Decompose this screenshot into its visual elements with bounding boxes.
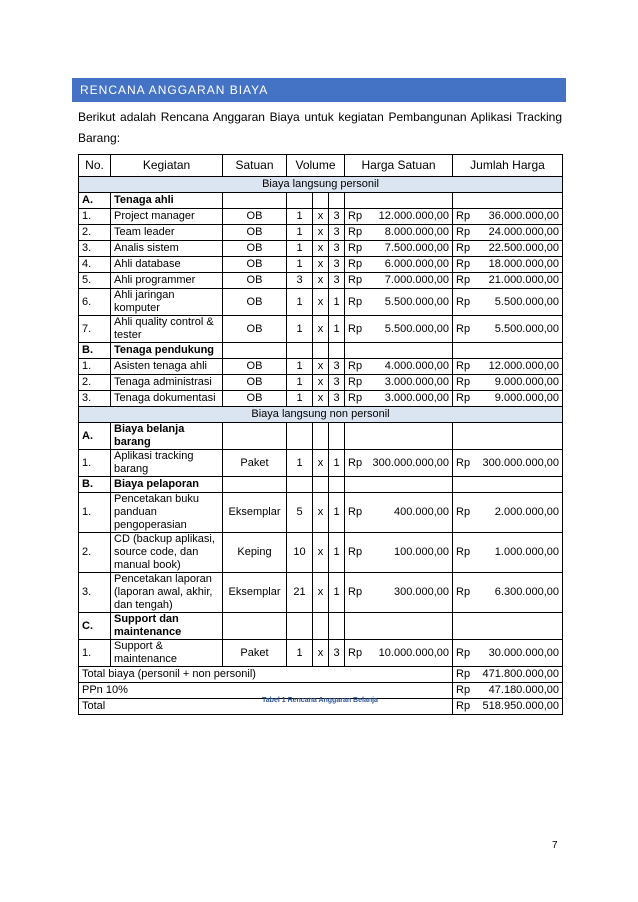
row-jumlah-harga (453, 533, 563, 573)
empty-cell (329, 613, 345, 640)
row-volume-qty: 1 (287, 375, 313, 391)
row-jumlah-harga-currency: Rp (456, 646, 471, 659)
row-satuan: OB (223, 359, 287, 375)
row-jumlah-harga (453, 209, 563, 225)
row-no: 4. (79, 257, 111, 273)
empty-cell (287, 477, 313, 493)
category-row (79, 477, 563, 493)
row-jumlah-harga-amount: 5.500.000,00 (494, 322, 560, 335)
row-volume-months: 1 (329, 316, 345, 343)
empty-cell (313, 343, 329, 359)
section-title: Biaya langsung non personil (79, 407, 563, 423)
row-volume-months: 1 (329, 533, 345, 573)
header-satuan: Satuan (223, 155, 287, 177)
table-body (79, 177, 563, 715)
row-jumlah-harga-currency: Rp (456, 360, 471, 372)
row-no: 3. (79, 241, 111, 257)
row-satuan: Paket (223, 450, 287, 477)
table-row (79, 533, 563, 573)
section-title: Biaya langsung personil (79, 177, 563, 193)
row-jumlah-harga-currency: Rp (456, 210, 471, 222)
row-volume-months: 3 (329, 640, 345, 667)
row-volume-qty: 1 (287, 225, 313, 241)
row-satuan: Eksemplar (223, 573, 287, 613)
footer-value-currency: Rp (456, 668, 471, 680)
empty-cell (223, 613, 287, 640)
row-volume-x: x (313, 225, 329, 241)
row-harga-satuan (345, 225, 453, 241)
row-jumlah-harga-currency: Rp (456, 392, 471, 404)
row-satuan: OB (223, 225, 287, 241)
row-jumlah-harga-currency: Rp (456, 226, 471, 238)
table-row (79, 493, 563, 533)
row-kegiatan: Ahli database (111, 257, 223, 273)
row-harga-satuan (345, 316, 453, 343)
empty-cell (329, 193, 345, 209)
row-harga-satuan-currency: Rp (348, 546, 363, 558)
row-volume-x: x (313, 493, 329, 533)
row-volume-qty: 1 (287, 359, 313, 375)
category-no: C. (79, 613, 111, 640)
footer-row (79, 667, 563, 683)
row-jumlah-harga-currency: Rp (456, 546, 471, 558)
row-harga-satuan-amount: 7.500.000,00 (384, 242, 450, 254)
footer-value-amount: 47.180.000,00 (488, 684, 560, 696)
row-harga-satuan-amount: 7.000.000,00 (384, 274, 450, 286)
category-no: A. (79, 423, 111, 450)
row-harga-satuan (345, 273, 453, 289)
row-volume-qty: 1 (287, 209, 313, 225)
row-jumlah-harga-currency: Rp (456, 322, 471, 335)
empty-cell (453, 193, 563, 209)
row-no: 2. (79, 225, 111, 241)
category-name: Support dan maintenance (111, 613, 223, 640)
category-name: Biaya pelaporan (111, 477, 223, 493)
table-row (79, 573, 563, 613)
row-jumlah-harga-amount: 2.000.000,00 (494, 506, 560, 518)
row-volume-months: 3 (329, 209, 345, 225)
row-jumlah-harga-amount: 12.000.000,00 (488, 360, 560, 372)
category-row (79, 193, 563, 209)
row-harga-satuan-currency: Rp (348, 258, 363, 270)
row-jumlah-harga (453, 493, 563, 533)
row-no: 1. (79, 493, 111, 533)
row-jumlah-harga (453, 257, 563, 273)
row-jumlah-harga (453, 375, 563, 391)
category-row (79, 613, 563, 640)
row-jumlah-harga-currency: Rp (456, 295, 471, 308)
footer-label: Total (79, 699, 453, 715)
row-jumlah-harga-currency: Rp (456, 506, 471, 518)
category-name: Tenaga pendukung (111, 343, 223, 359)
row-kegiatan: Support & maintenance (111, 640, 223, 667)
row-satuan: Paket (223, 640, 287, 667)
row-kegiatan: Team leader (111, 225, 223, 241)
row-harga-satuan (345, 640, 453, 667)
table-row (79, 241, 563, 257)
row-jumlah-harga (453, 573, 563, 613)
table-header-row (79, 155, 563, 177)
empty-cell (313, 477, 329, 493)
row-jumlah-harga-amount: 300.000.000,00 (482, 456, 560, 469)
row-kegiatan: CD (backup aplikasi, source code, dan manual book) (111, 533, 223, 573)
footer-value-currency: Rp (456, 684, 471, 696)
row-satuan: OB (223, 257, 287, 273)
row-jumlah-harga-amount: 6.300.000,00 (494, 586, 560, 598)
row-no: 2. (79, 375, 111, 391)
row-kegiatan: Ahli jaringan komputer (111, 289, 223, 316)
row-jumlah-harga-currency: Rp (456, 258, 471, 270)
empty-cell (223, 477, 287, 493)
row-harga-satuan-amount: 400.000,00 (393, 506, 450, 518)
row-satuan: OB (223, 209, 287, 225)
row-satuan: OB (223, 391, 287, 407)
row-volume-months: 3 (329, 391, 345, 407)
table-row (79, 640, 563, 667)
empty-cell (329, 477, 345, 493)
table-row (79, 359, 563, 375)
row-harga-satuan-amount: 10.000.000,00 (378, 646, 450, 659)
row-harga-satuan-currency: Rp (348, 226, 363, 238)
row-harga-satuan-currency: Rp (348, 506, 363, 518)
empty-cell (287, 193, 313, 209)
section-heading: RENCANA ANGGARAN BIAYA (72, 78, 566, 102)
row-volume-months: 1 (329, 289, 345, 316)
row-satuan: OB (223, 316, 287, 343)
empty-cell (313, 613, 329, 640)
row-jumlah-harga-amount: 5.500.000,00 (494, 295, 560, 308)
row-jumlah-harga-amount: 22.500.000,00 (488, 242, 560, 254)
table-row (79, 209, 563, 225)
empty-cell (453, 423, 563, 450)
row-volume-x: x (313, 450, 329, 477)
row-no: 2. (79, 533, 111, 573)
row-harga-satuan-amount: 5.500.000,00 (384, 322, 450, 335)
row-harga-satuan-currency: Rp (348, 210, 363, 222)
row-volume-qty: 3 (287, 273, 313, 289)
row-jumlah-harga-amount: 24.000.000,00 (488, 226, 560, 238)
section-row (79, 177, 563, 193)
row-harga-satuan-currency: Rp (348, 646, 363, 659)
row-volume-x: x (313, 391, 329, 407)
row-volume-months: 3 (329, 257, 345, 273)
row-no: 3. (79, 573, 111, 613)
row-volume-x: x (313, 316, 329, 343)
row-volume-months: 3 (329, 375, 345, 391)
empty-cell (329, 423, 345, 450)
row-jumlah-harga-amount: 21.000.000,00 (488, 274, 560, 286)
row-jumlah-harga (453, 273, 563, 289)
row-volume-x: x (313, 533, 329, 573)
footer-value-currency: Rp (456, 700, 471, 712)
row-jumlah-harga-amount: 18.000.000,00 (488, 258, 560, 270)
table-row (79, 391, 563, 407)
row-no: 3. (79, 391, 111, 407)
row-no: 1. (79, 359, 111, 375)
row-harga-satuan (345, 257, 453, 273)
row-jumlah-harga-amount: 1.000.000,00 (494, 546, 560, 558)
row-volume-x: x (313, 640, 329, 667)
table-row (79, 273, 563, 289)
row-harga-satuan (345, 573, 453, 613)
table-row (79, 316, 563, 343)
row-harga-satuan (345, 533, 453, 573)
row-harga-satuan-amount: 5.500.000,00 (384, 295, 450, 308)
row-satuan: Keping (223, 533, 287, 573)
row-no: 6. (79, 289, 111, 316)
row-satuan: OB (223, 273, 287, 289)
row-harga-satuan-currency: Rp (348, 274, 363, 286)
row-jumlah-harga-currency: Rp (456, 274, 471, 286)
row-harga-satuan (345, 391, 453, 407)
section-row (79, 407, 563, 423)
row-harga-satuan-currency: Rp (348, 456, 363, 469)
row-harga-satuan (345, 289, 453, 316)
empty-cell (223, 343, 287, 359)
row-volume-qty: 1 (287, 391, 313, 407)
intro-paragraph: Berikut adalah Rencana Anggaran Biaya untuk kegiatan Pembangunan Aplikasi Tracking Barang: (78, 110, 562, 145)
row-harga-satuan-amount: 3.000.000,00 (384, 376, 450, 388)
footer-label: PPn 10% (79, 683, 453, 699)
row-volume-qty: 1 (287, 289, 313, 316)
empty-cell (345, 193, 453, 209)
table-row (79, 257, 563, 273)
row-volume-qty: 1 (287, 450, 313, 477)
category-row (79, 423, 563, 450)
row-jumlah-harga-amount: 36.000.000,00 (488, 210, 560, 222)
row-volume-qty: 1 (287, 241, 313, 257)
row-harga-satuan (345, 375, 453, 391)
category-no: B. (79, 343, 111, 359)
row-kegiatan: Tenaga administrasi (111, 375, 223, 391)
empty-cell (287, 343, 313, 359)
row-harga-satuan-currency: Rp (348, 360, 363, 372)
row-harga-satuan-currency: Rp (348, 295, 363, 308)
row-kegiatan: Ahli programmer (111, 273, 223, 289)
row-jumlah-harga (453, 391, 563, 407)
row-volume-months: 3 (329, 225, 345, 241)
empty-cell (223, 423, 287, 450)
budget-table (78, 154, 563, 715)
header-volume: Volume (287, 155, 345, 177)
empty-cell (223, 193, 287, 209)
row-jumlah-harga (453, 225, 563, 241)
empty-cell (287, 613, 313, 640)
footer-label: Total biaya (personil + non personil) (79, 667, 453, 683)
row-no: 5. (79, 273, 111, 289)
row-volume-x: x (313, 257, 329, 273)
empty-cell (453, 343, 563, 359)
row-jumlah-harga-amount: 30.000.000,00 (488, 646, 560, 659)
empty-cell (329, 343, 345, 359)
category-name: Biaya belanja barang (111, 423, 223, 450)
row-harga-satuan-currency: Rp (348, 392, 363, 404)
header-harga-satuan: Harga Satuan (345, 155, 453, 177)
row-volume-x: x (313, 359, 329, 375)
row-volume-qty: 5 (287, 493, 313, 533)
row-harga-satuan (345, 241, 453, 257)
row-volume-qty: 1 (287, 257, 313, 273)
row-volume-x: x (313, 273, 329, 289)
row-harga-satuan-amount: 300.000.000,00 (372, 456, 450, 469)
row-volume-x: x (313, 375, 329, 391)
row-harga-satuan (345, 359, 453, 375)
row-no: 1. (79, 640, 111, 667)
footer-value-amount: 471.800.000,00 (482, 668, 560, 680)
row-harga-satuan-amount: 4.000.000,00 (384, 360, 450, 372)
row-no: 7. (79, 316, 111, 343)
row-harga-satuan-amount: 100.000,00 (393, 546, 450, 558)
row-harga-satuan (345, 450, 453, 477)
row-jumlah-harga-amount: 9.000.000,00 (494, 376, 560, 388)
row-jumlah-harga (453, 241, 563, 257)
empty-cell (453, 613, 563, 640)
row-volume-months: 1 (329, 493, 345, 533)
table-row (79, 375, 563, 391)
category-name: Tenaga ahli (111, 193, 223, 209)
row-harga-satuan-currency: Rp (348, 242, 363, 254)
row-harga-satuan-amount: 3.000.000,00 (384, 392, 450, 404)
row-harga-satuan-amount: 8.000.000,00 (384, 226, 450, 238)
table-row (79, 289, 563, 316)
row-jumlah-harga (453, 450, 563, 477)
row-volume-months: 1 (329, 573, 345, 613)
row-kegiatan: Ahli quality control & tester (111, 316, 223, 343)
row-no: 1. (79, 450, 111, 477)
row-jumlah-harga (453, 289, 563, 316)
row-volume-x: x (313, 241, 329, 257)
row-volume-months: 3 (329, 241, 345, 257)
row-jumlah-harga-currency: Rp (456, 586, 471, 598)
row-kegiatan: Project manager (111, 209, 223, 225)
row-volume-x: x (313, 289, 329, 316)
row-satuan: OB (223, 289, 287, 316)
category-no: B. (79, 477, 111, 493)
empty-cell (287, 423, 313, 450)
row-jumlah-harga-currency: Rp (456, 456, 471, 469)
row-harga-satuan-amount: 300.000,00 (393, 586, 450, 598)
row-volume-months: 3 (329, 273, 345, 289)
empty-cell (453, 477, 563, 493)
row-kegiatan: Tenaga dokumentasi (111, 391, 223, 407)
row-volume-x: x (313, 573, 329, 613)
row-volume-qty: 21 (287, 573, 313, 613)
row-harga-satuan-currency: Rp (348, 322, 363, 335)
row-harga-satuan-currency: Rp (348, 376, 363, 388)
table-row (79, 450, 563, 477)
footer-value-amount: 518.950.000,00 (482, 700, 560, 712)
row-jumlah-harga (453, 640, 563, 667)
row-kegiatan: Pencetakan laporan (laporan awal, akhir, dan tengah) (111, 573, 223, 613)
row-harga-satuan-amount: 12.000.000,00 (378, 210, 450, 222)
row-harga-satuan-currency: Rp (348, 586, 363, 598)
empty-cell (345, 423, 453, 450)
row-no: 1. (79, 209, 111, 225)
row-kegiatan: Asisten tenaga ahli (111, 359, 223, 375)
header-no: No. (79, 155, 111, 177)
category-no: A. (79, 193, 111, 209)
row-satuan: OB (223, 375, 287, 391)
row-kegiatan: Aplikasi tracking barang (111, 450, 223, 477)
row-jumlah-harga-currency: Rp (456, 376, 471, 388)
row-volume-x: x (313, 209, 329, 225)
row-harga-satuan-amount: 6.000.000,00 (384, 258, 450, 270)
row-jumlah-harga (453, 316, 563, 343)
row-volume-qty: 1 (287, 640, 313, 667)
row-kegiatan: Pencetakan buku panduan pengoperasian (111, 493, 223, 533)
page-number: 7 (552, 840, 558, 851)
row-harga-satuan (345, 209, 453, 225)
row-jumlah-harga (453, 359, 563, 375)
footer-value (453, 667, 563, 683)
table-row (79, 225, 563, 241)
row-volume-qty: 1 (287, 316, 313, 343)
row-satuan: Eksemplar (223, 493, 287, 533)
row-jumlah-harga-currency: Rp (456, 242, 471, 254)
row-volume-qty: 10 (287, 533, 313, 573)
empty-cell (345, 343, 453, 359)
category-row (79, 343, 563, 359)
header-kegiatan: Kegiatan (111, 155, 223, 177)
empty-cell (345, 477, 453, 493)
row-volume-months: 3 (329, 359, 345, 375)
row-harga-satuan (345, 493, 453, 533)
row-volume-months: 1 (329, 450, 345, 477)
header-jumlah-harga: Jumlah Harga (453, 155, 563, 177)
empty-cell (313, 423, 329, 450)
table-caption: Tabel 1 Rencana Anggaran Belanja (262, 697, 378, 704)
row-satuan: OB (223, 241, 287, 257)
empty-cell (345, 613, 453, 640)
row-kegiatan: Analis sistem (111, 241, 223, 257)
row-jumlah-harga-amount: 9.000.000,00 (494, 392, 560, 404)
empty-cell (313, 193, 329, 209)
